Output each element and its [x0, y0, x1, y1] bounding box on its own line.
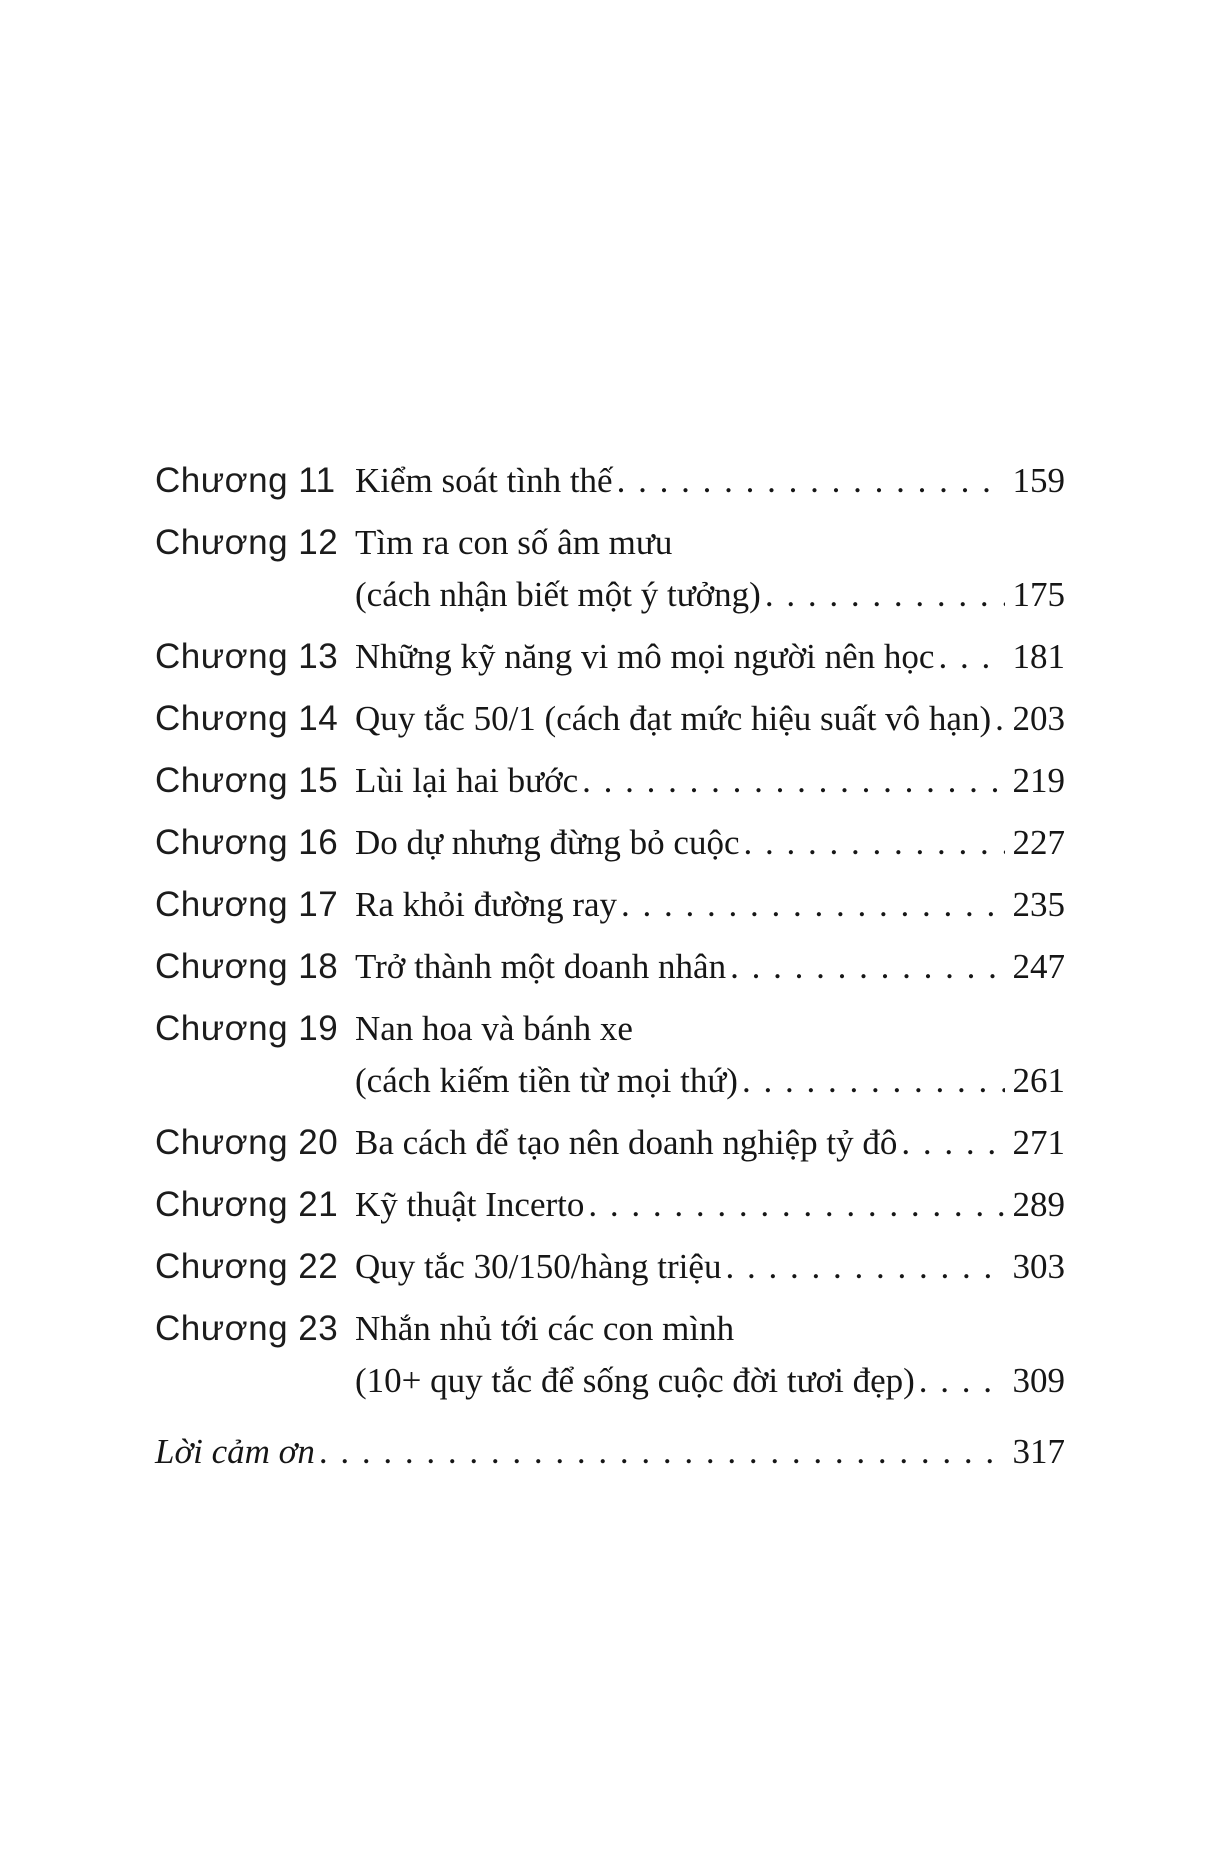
chapter-label: Chương 12 [155, 523, 339, 562]
entry-line [355, 879, 1065, 931]
dot-leader [742, 1055, 1005, 1107]
dot-leader [582, 755, 1004, 807]
entry-line [355, 755, 1065, 807]
toc-entry [155, 1117, 1065, 1169]
toc-entry [155, 879, 1065, 931]
page-number: 219 [1012, 761, 1065, 800]
dot-leader [621, 879, 1004, 931]
dot-leader [617, 455, 1005, 507]
chapter-label: Chương 14 [155, 699, 339, 738]
toc-entry [155, 1179, 1065, 1231]
entry-line [355, 1003, 1065, 1055]
dot-leader [744, 817, 1005, 869]
page-number: 309 [1012, 1361, 1065, 1400]
chapter-label: Chương 16 [155, 823, 339, 862]
entry-line [355, 817, 1065, 869]
entry-content [355, 1117, 1065, 1169]
dot-leader [730, 941, 1004, 993]
entry-content [355, 941, 1065, 993]
entry-content [355, 693, 1065, 745]
page-number: 289 [1012, 1185, 1065, 1224]
entry-content [355, 817, 1065, 869]
entry-line [355, 693, 1065, 745]
entry-line [355, 941, 1065, 993]
chapter-title: Tìm ra con số âm mưu [355, 523, 673, 562]
entry-line [355, 455, 1065, 507]
chapter-subtitle: (10+ quy tắc để sống cuộc đời tươi đẹp) [355, 1361, 915, 1400]
dot-leader [938, 631, 1004, 683]
chapter-title: Quy tắc 50/1 (cách đạt mức hiệu suất vô hạn) [355, 699, 992, 738]
page-number: 271 [1012, 1123, 1065, 1162]
chapter-subtitle: (cách kiếm tiền từ mọi thứ) [355, 1061, 738, 1100]
page-number: 181 [1012, 637, 1065, 676]
chapter-label: Chương 21 [155, 1185, 339, 1224]
chapter-label: Chương 23 [155, 1309, 339, 1348]
toc-entry [155, 1303, 1065, 1407]
toc-acknowledgements-entry [155, 1426, 1065, 1478]
chapter-label: Chương 11 [155, 461, 336, 500]
chapter-title: Lùi lại hai bước [355, 761, 579, 800]
chapter-title: Kỹ thuật Incerto [355, 1185, 585, 1224]
entry-line [355, 1241, 1065, 1293]
entry-line [355, 1303, 1065, 1355]
dot-leader [725, 1241, 1004, 1293]
toc-entry [155, 941, 1065, 993]
chapter-title: Trở thành một doanh nhân [355, 947, 727, 986]
entry-content [355, 879, 1065, 931]
toc-entry [155, 693, 1065, 745]
entry-content [355, 1179, 1065, 1231]
entry-line [355, 631, 1065, 683]
entry-line [355, 1117, 1065, 1169]
toc-entry [155, 817, 1065, 869]
chapter-title: Do dự nhưng đừng bỏ cuộc [355, 823, 740, 862]
page-number: 203 [1012, 699, 1065, 738]
chapter-title: Kiểm soát tình thế [355, 461, 613, 500]
entry-line [355, 569, 1065, 621]
toc-entry [155, 631, 1065, 683]
page-number: 247 [1012, 947, 1065, 986]
chapter-subtitle: (cách nhận biết một ý tưởng) [355, 575, 761, 614]
page-number: 159 [1012, 461, 1065, 500]
page-number: 175 [1012, 575, 1065, 614]
entry-line [355, 1055, 1065, 1107]
table-of-contents [155, 455, 1065, 1488]
entry-content [355, 755, 1065, 807]
chapter-title: Ra khỏi đường ray [355, 885, 618, 924]
dot-leader [919, 1355, 1005, 1407]
chapter-label: Chương 15 [155, 761, 339, 800]
page-number: 317 [1012, 1432, 1065, 1471]
chapter-label: Chương 13 [155, 637, 339, 676]
chapter-label: Chương 18 [155, 947, 339, 986]
entry-line [355, 1355, 1065, 1407]
chapter-title: Quy tắc 30/150/hàng triệu [355, 1247, 722, 1286]
dot-leader [995, 693, 1004, 745]
dot-leader [765, 569, 1005, 621]
toc-entry [155, 755, 1065, 807]
dot-leader [901, 1117, 1004, 1169]
chapter-title: Những kỹ năng vi mô mọi người nên học [355, 637, 935, 676]
entry-content [155, 1426, 1065, 1478]
entry-content [355, 1241, 1065, 1293]
page-number: 261 [1012, 1061, 1065, 1100]
chapter-label: Chương 22 [155, 1247, 339, 1286]
entry-line [355, 1179, 1065, 1231]
entry-content [355, 631, 1065, 683]
page-number: 227 [1012, 823, 1065, 862]
toc-entry [155, 1003, 1065, 1107]
chapter-title: Nhắn nhủ tới các con mình [355, 1309, 735, 1348]
chapter-title: Ba cách để tạo nên doanh nghiệp tỷ đô [355, 1123, 898, 1162]
toc-entry [155, 517, 1065, 621]
chapter-label: Chương 20 [155, 1123, 339, 1162]
page-number: 303 [1012, 1247, 1065, 1286]
page-number: 235 [1012, 885, 1065, 924]
chapter-title: Nan hoa và bánh xe [355, 1009, 633, 1048]
entry-line [155, 1426, 1065, 1478]
entry-content [355, 1003, 1065, 1107]
chapter-label: Chương 19 [155, 1009, 339, 1048]
toc-entry [155, 455, 1065, 507]
dot-leader [319, 1426, 1005, 1478]
entry-content [355, 455, 1065, 507]
dot-leader [588, 1179, 1004, 1231]
chapter-label: Chương 17 [155, 885, 339, 924]
entry-line [355, 517, 1065, 569]
entry-content [355, 1303, 1065, 1407]
toc-entry [155, 1241, 1065, 1293]
entry-content [355, 517, 1065, 621]
acknowledgements-label: Lời cảm ơn [155, 1432, 315, 1471]
